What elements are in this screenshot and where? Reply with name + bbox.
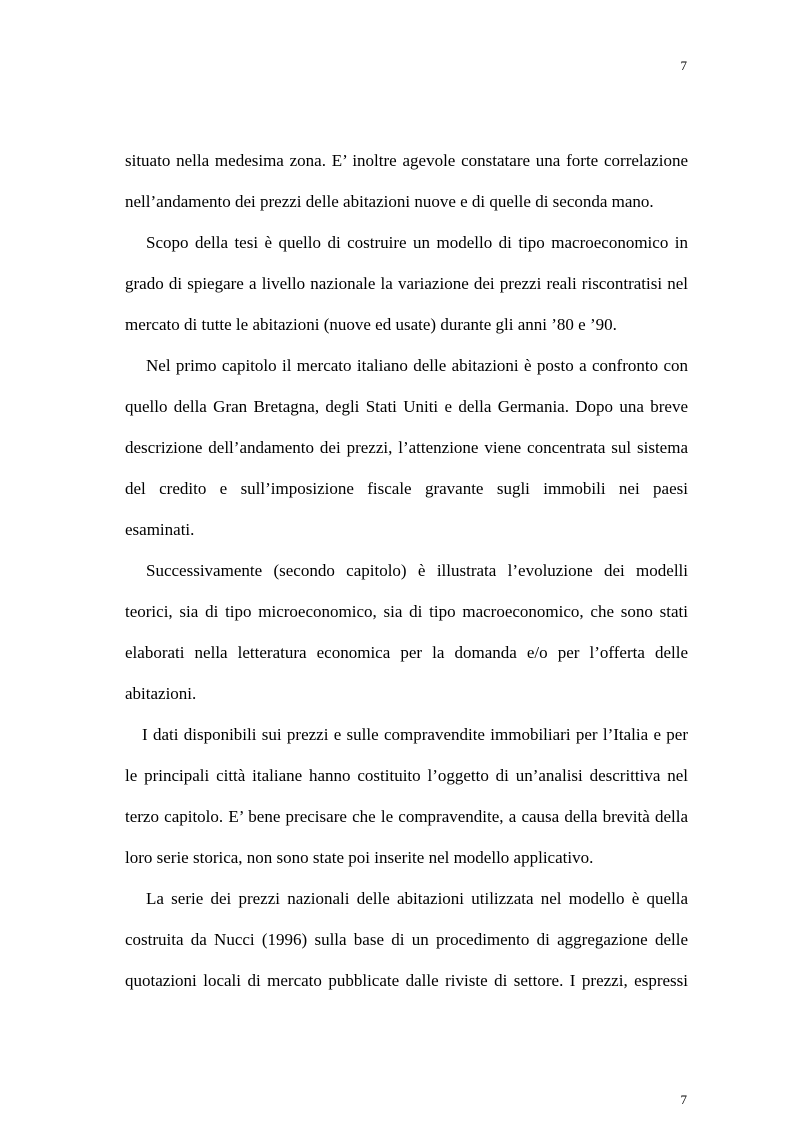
text-line-19: La serie dei prezzi nazionali delle abitazioni utilizzata nel modello è quella: [146, 889, 688, 908]
text-line-11: Successivamente (secondo capitolo) è illustrata l’evoluzione dei modelli: [146, 561, 688, 580]
text-line-21: quotazioni locali di mercato pubblicate dalle riviste di settore. I prezzi, espressi: [125, 971, 688, 990]
text-line-15: I dati disponibili sui prezzi e sulle compravendite immobiliari per l’Italia e per: [142, 725, 688, 744]
text-line-9: del credito e sull’imposizione fiscale gravante sugli immobili nei paesi: [125, 479, 688, 498]
text-line-8: descrizione dell’andamento dei prezzi, l’attenzione viene concentrata sul sistema: [125, 438, 688, 457]
text-line-6: Nel primo capitolo il mercato italiano delle abitazioni è posto a confronto con: [146, 356, 688, 375]
text-line-2: nell’andamento dei prezzi delle abitazioni nuove e di quelle di seconda mano.: [125, 192, 654, 211]
text-line-4: grado di spiegare a livello nazionale la variazione dei prezzi reali riscontratisi nel: [125, 274, 688, 293]
text-line-16: le principali città italiane hanno costituito l’oggetto di un’analisi descrittiva nel: [125, 766, 688, 785]
text-line-3: Scopo della tesi è quello di costruire un modello di tipo macroeconomico in: [146, 233, 688, 252]
text-line-12: teorici, sia di tipo microeconomico, sia di tipo macroeconomico, che sono stati: [125, 602, 688, 621]
text-line-5: mercato di tutte le abitazioni (nuove ed usate) durante gli anni ’80 e ’90.: [125, 315, 617, 334]
text-line-10: esaminati.: [125, 520, 195, 539]
text-line-14: abitazioni.: [125, 684, 197, 703]
page-number-bottom: 7: [680, 1092, 687, 1107]
body-text: [125, 147, 688, 1008]
text-line-1: situato nella medesima zona. E’ inoltre agevole constatare una forte correlazione: [125, 151, 688, 170]
page-number-top: 7: [680, 58, 687, 73]
text-line-20: costruita da Nucci (1996) sulla base di un procedimento di aggregazione delle: [125, 930, 688, 949]
text-line-18: loro serie storica, non sono state poi inserite nel modello applicativo.: [125, 848, 594, 867]
text-line-13: elaborati nella letteratura economica per la domanda e/o per l’offerta delle: [125, 643, 688, 662]
text-line-17: terzo capitolo. E’ bene precisare che le compravendite, a causa della brevità della: [125, 807, 688, 826]
text-line-7: quello della Gran Bretagna, degli Stati Uniti e della Germania. Dopo una breve: [125, 397, 688, 416]
